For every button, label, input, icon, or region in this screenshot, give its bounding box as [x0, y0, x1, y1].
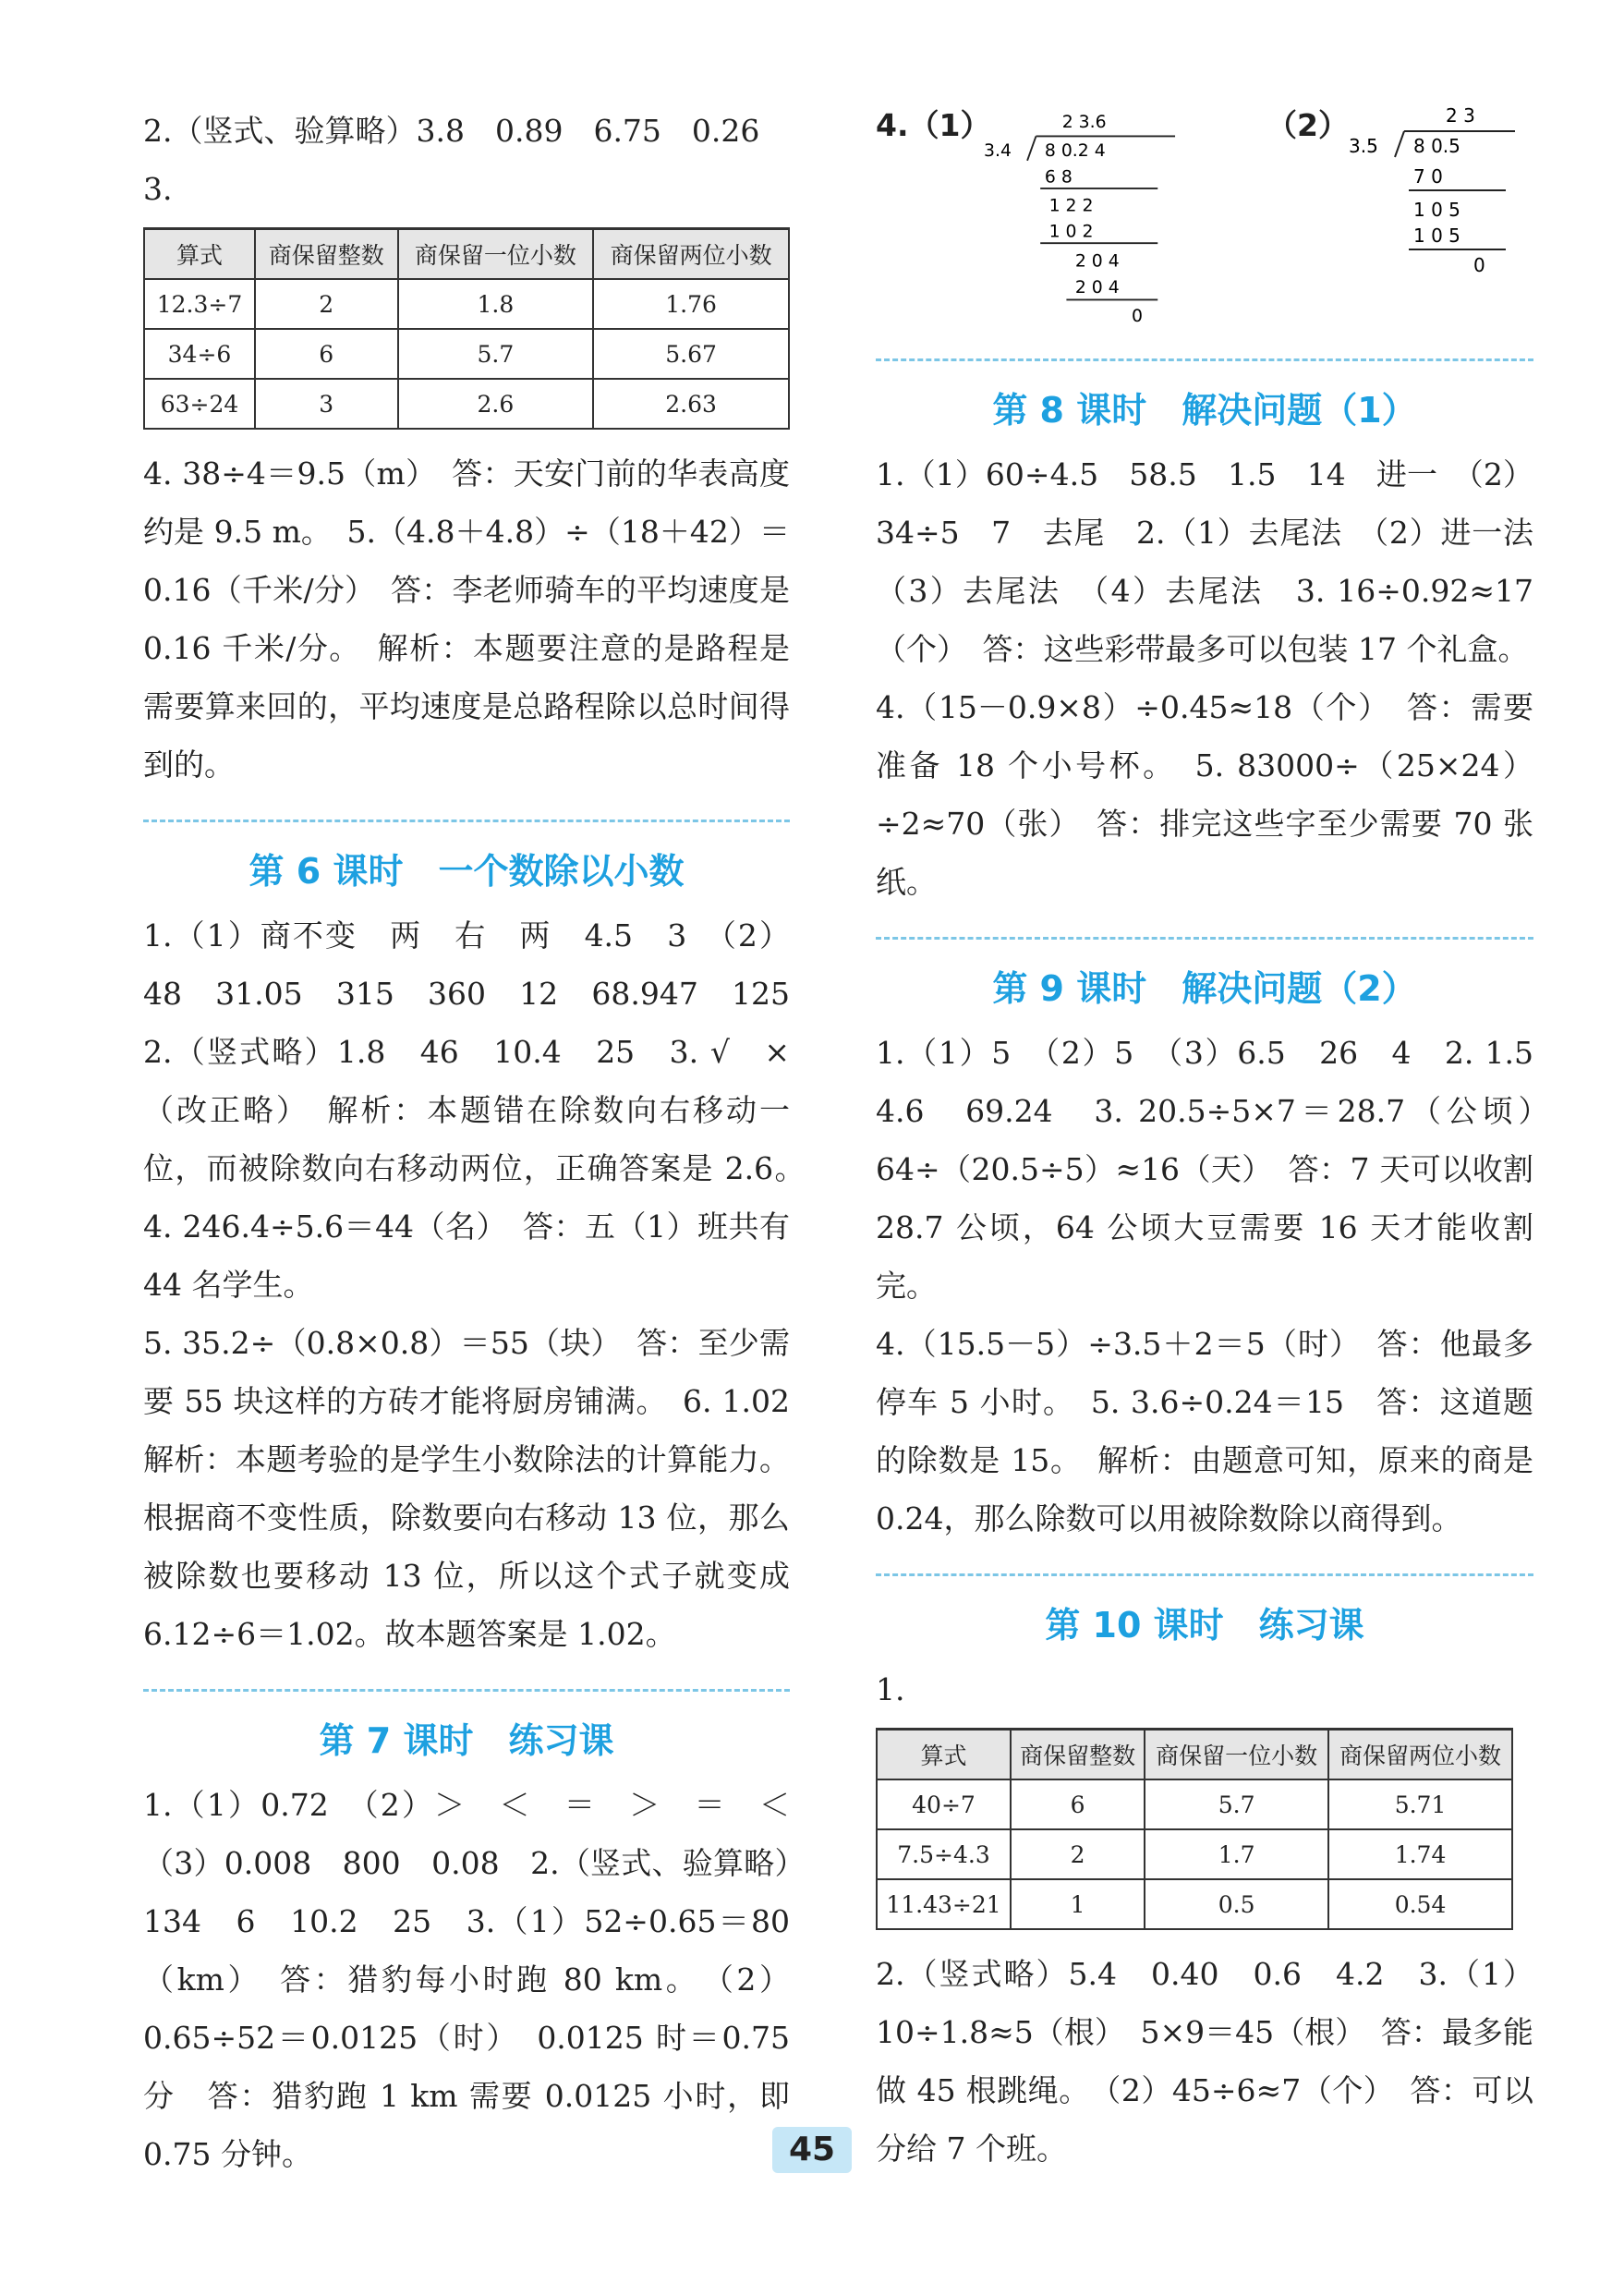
table-header: 商保留整数	[255, 229, 398, 280]
section-heading: 第 6 课时 一个数除以小数	[248, 851, 685, 892]
division-1	[876, 102, 1193, 333]
division-2	[1266, 102, 1533, 286]
quotient: 2 3.6	[1061, 113, 1107, 133]
question-label: （2）	[1266, 107, 1349, 143]
table-cell: 6	[255, 329, 398, 379]
table-cell: 1.76	[593, 279, 789, 329]
table-header: 商保留一位小数	[1145, 1730, 1328, 1780]
step: 1 0 2	[1048, 222, 1094, 242]
table-cell: 2.63	[593, 379, 789, 429]
table-cell: 5.71	[1328, 1779, 1512, 1829]
table-row	[877, 1829, 1512, 1879]
table-header: 算式	[877, 1730, 1011, 1780]
table-row	[144, 379, 789, 429]
table-row	[877, 1879, 1512, 1929]
divisor: 3.5	[1349, 135, 1378, 157]
answer-paragraph: 4. 38÷4＝9.5（m） 答：天安门前的华表高度约是 9.5 m。 5.（4.8＋4.8）÷（18＋42）＝0.16（千米/分） 答：李老师骑车的平均速度是 0.16 千米/分。 解析：本题要注意的是路程是需要算来回的，平均速度是总路程除以总时间得到的。	[143, 455, 790, 783]
answer-paragraph: 1.（1）5 （2）5 （3）6.5 26 4 2. 1.5 4.6 69.24 3. 20.5÷5×7＝28.7（公顷） 64÷（20.5÷5）≈16（天） 答：7 天可以收割 28.7 公顷，64 公顷大豆需要 16 天才能收割完。	[876, 1035, 1564, 1304]
table-row	[877, 1779, 1512, 1829]
section-divider	[143, 1689, 790, 1692]
table-cell: 5.7	[398, 329, 594, 379]
long-division-diagram-2	[1349, 102, 1533, 286]
table-cell: 34÷6	[144, 329, 255, 379]
answer-paragraph: 1.（1）60÷4.5 58.5 1.5 14 进一 （2）34÷5 7 去尾 2.（1）去尾法 （2）进一法 （3）去尾法 （4）去尾法 3. 16÷0.92≈17（个） 答：这些彩带最多可以包装 17 个礼盒。	[876, 456, 1564, 667]
dividend: 8 0.5	[1413, 135, 1460, 157]
table-cell: 1	[1011, 1879, 1145, 1929]
remainder: 0	[1132, 306, 1144, 326]
table-cell: 7.5÷4.3	[877, 1829, 1011, 1879]
section-divider	[876, 358, 1533, 361]
remainder: 0	[1473, 254, 1485, 276]
left-column	[143, 102, 820, 2183]
step: 2 0 4	[1074, 277, 1120, 298]
answer-table-2	[876, 1728, 1513, 1930]
answer-paragraph: 1.（1）商不变 两 右 两 4.5 3 （2）48 31.05 315 360 12 68.947 125 2.（竖式略）1.8 46 10.4 25 3. √ ×（改正略） 解析：本题错在除数向右移动一位，而被除数向右移动两位，正确答案是 2.6。 4. 246.4÷5.6＝44（名） 答：五（1）班共有 44 名学生。	[143, 917, 820, 1303]
section-divider	[143, 820, 790, 822]
long-division-diagram-1	[984, 102, 1193, 333]
question-label: 4.（1）	[876, 107, 991, 143]
page-number: 45	[772, 2127, 852, 2173]
answer-paragraph: 2.（竖式略）5.4 0.40 0.6 4.2 3.（1）10÷1.8≈5（根） 5×9＝45（根） 答：最多能做 45 根跳绳。 （2）45÷6≈7（个） 答：可以分给 7 个班。	[876, 1956, 1533, 2167]
answer-paragraph: 4.（15－0.9×8）÷0.45≈18（个） 答：需要准备 18 个小号杯。 5. 83000÷（25×24）÷2≈70（张） 答：排完这些字至少需要 70 张纸。	[876, 689, 1533, 900]
divisor: 3.4	[984, 141, 1012, 162]
table-cell: 2	[1011, 1829, 1145, 1879]
section-heading: 第 10 课时 练习课	[1045, 1605, 1364, 1646]
long-division-area	[876, 102, 1533, 333]
dividend: 8 0.2 4	[1045, 141, 1106, 162]
table-header: 算式	[144, 229, 255, 280]
table-cell: 1.74	[1328, 1829, 1512, 1879]
step: 1 0 5	[1413, 225, 1460, 247]
table-cell: 1.8	[398, 279, 594, 329]
table-cell: 40÷7	[877, 1779, 1011, 1829]
table-cell: 1.7	[1145, 1829, 1328, 1879]
table-cell: 0.54	[1328, 1879, 1512, 1929]
table-cell: 2.6	[398, 379, 594, 429]
section-heading: 第 9 课时 解决问题（2）	[992, 968, 1417, 1009]
answer-paragraph: 5. 35.2÷（0.8×0.8）＝55（块） 答：至少需要 55 块这样的方砖才能将厨房铺满。 6. 1.02 解析：本题考验的是学生小数除法的计算能力。根据商不变性质，除数要向右移动 13 位，那么被除数也要移动 13 位，所以这个式子就变成 6.12÷6＝1.02。故本题答案是 1.02。	[143, 1325, 820, 1652]
section-heading: 第 8 课时 解决问题（1）	[992, 390, 1417, 431]
table-header: 商保留一位小数	[398, 229, 594, 280]
step: 2 0 4	[1074, 251, 1120, 272]
answer-paragraph: 1.（1）0.72 （2）＞ ＜ ＝ ＞ ＝ ＜ （3）0.008 800 0.08 2.（竖式、验算略）134 6 10.2 25 3.（1）52÷0.65＝80（km） 答：猎豹每小时跑 80 km。 （2）0.65÷52＝0.0125（时） 0.0125 时＝0.75 分 答：猎豹跑 1 km 需要 0.0125 小时，即 0.75 分钟。	[143, 1787, 820, 2172]
quotient: 2 3	[1446, 104, 1475, 127]
table-cell: 63÷24	[144, 379, 255, 429]
answer-label: 3.	[143, 171, 173, 207]
table-cell: 0.5	[1145, 1879, 1328, 1929]
table-cell: 5.67	[593, 329, 789, 379]
table-header: 商保留两位小数	[593, 229, 789, 280]
step: 7 0	[1413, 165, 1443, 188]
table-cell: 5.7	[1145, 1779, 1328, 1829]
table-cell: 12.3÷7	[144, 279, 255, 329]
table-header: 商保留两位小数	[1328, 1730, 1512, 1780]
answer-label: 1.	[876, 1671, 905, 1707]
table-row	[144, 329, 789, 379]
section-divider	[876, 1573, 1533, 1576]
table-cell: 2	[255, 279, 398, 329]
answer-paragraph: 4.（15.5－5）÷3.5＋2＝5（时） 答：他最多停车 5 小时。 5. 3.6÷0.24＝15 答：这道题的除数是 15。 解析：由题意可知，原来的商是 0.24，那么除数可以用被除数除以商得到。	[876, 1326, 1533, 1536]
table-cell: 3	[255, 379, 398, 429]
step: 1 0 5	[1413, 199, 1460, 221]
table-row	[144, 279, 789, 329]
right-column	[876, 102, 1564, 2178]
table-header: 商保留整数	[1011, 1730, 1145, 1780]
step: 6 8	[1045, 167, 1073, 188]
section-heading: 第 7 课时 练习课	[319, 1720, 614, 1761]
answer-table-1	[143, 227, 790, 430]
table-cell: 6	[1011, 1779, 1145, 1829]
table-cell: 11.43÷21	[877, 1879, 1011, 1929]
step: 1 2 2	[1048, 196, 1094, 216]
section-divider	[876, 937, 1533, 940]
answer-paragraph: 2.（竖式、验算略）3.8 0.89 6.75 0.26	[143, 113, 760, 149]
